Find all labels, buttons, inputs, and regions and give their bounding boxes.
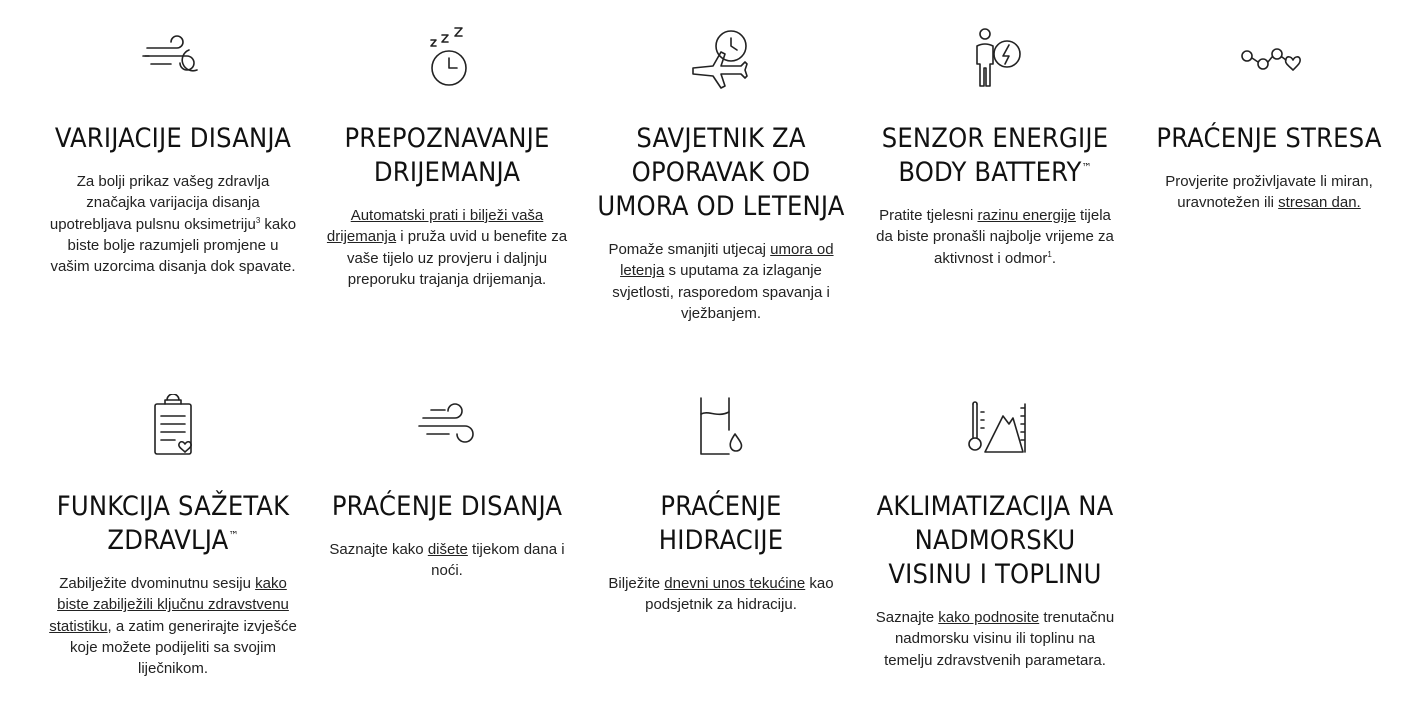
feature-link[interactable]: Automatski prati i bilježi vaša drijemanja [326, 207, 544, 246]
feature-link[interactable]: kako biste zabilježili ključnu zdravstvenu statistiku [49, 575, 289, 635]
feature-jet-lag-advisor [584, 18, 858, 386]
feature-title: PRAĆENJE STRESA [1156, 123, 1382, 154]
features-row-1 [36, 18, 1406, 386]
feature-description [870, 607, 1120, 671]
feature-title: AKLIMATIZACIJA NA NADMORSKU VISINU I TOPLINU [876, 491, 1114, 590]
features-grid [36, 18, 1406, 679]
feature-hydration-tracking [584, 386, 858, 679]
feature-acclimation [858, 386, 1132, 679]
description-text: tijela da biste pronašli najbolje vrijeme za aktivnost i odmor [876, 207, 1114, 267]
feature-description [322, 205, 572, 290]
feature-link[interactable]: umora od letenja [620, 241, 834, 280]
description-text: s uputama za izlaganje svjetlosti, rasporedom spavanja i vježbanjem. [612, 262, 830, 322]
feature-health-snapshot [36, 386, 310, 679]
nap-clock-icon [407, 18, 487, 98]
feature-link[interactable]: razinu energije [977, 207, 1076, 224]
water-glass-icon [681, 386, 761, 466]
feature-title: VARIJACIJE DISANJA [54, 123, 292, 154]
feature-description [596, 573, 846, 616]
description-text: kako biste bolje razumjeli promjene u vašim uzorcima disanja dok spavate. [50, 215, 297, 276]
plane-clock-icon [681, 18, 761, 98]
feature-description [48, 171, 298, 277]
feature-link[interactable]: dnevni unos tekućine [664, 575, 806, 592]
feature-title: FUNKCIJA SAŽETAK ZDRAVLJA™ [56, 491, 290, 556]
feature-link[interactable]: kako podnosite [938, 609, 1040, 626]
mountain-thermometer-icon [955, 386, 1035, 466]
feature-description [322, 539, 572, 582]
description-text: trenutačnu nadmorsku visinu ili toplinu na temelju zdravstvenih parametara. [884, 609, 1115, 669]
footnote-marker: 3 [255, 215, 261, 225]
breath-moon-icon [133, 18, 213, 98]
description-text: tijekom dana i noći. [431, 541, 565, 580]
description-text: Pratite tjelesni [879, 207, 978, 224]
description-text: Zabilježite dvominutnu sesiju [59, 575, 256, 592]
description-text: Provjerite proživljavate li miran, uravnotežen ili [1165, 173, 1373, 212]
stress-graph-heart-icon [1229, 18, 1309, 98]
description-text: . [1051, 249, 1056, 267]
feature-body-battery [858, 18, 1132, 386]
feature-title: SENZOR ENERGIJE BODY BATTERY™ [881, 123, 1109, 188]
feature-stress-tracking [1132, 18, 1406, 386]
features-row-2 [36, 386, 1406, 679]
description-text: Za bolji prikaz vašeg zdravlja značajka varijacija disanja upotrebljava pulsnu oksimetriju [49, 173, 270, 233]
feature-link[interactable]: dišete [427, 541, 468, 558]
description-text: Pomaže smanjiti utjecaj [608, 241, 771, 258]
feature-title: PREPOZNAVANJE DRIJEMANJA [344, 123, 550, 188]
clipboard-heart-icon [133, 386, 213, 466]
footnote-marker: 1 [1047, 249, 1052, 259]
body-battery-icon [955, 18, 1035, 98]
wind-icon [407, 386, 487, 466]
description-text: i pruža uvid u benefite za vaše tijelo uz provjeru i daljnju preporuku trajanja drijemanja. [346, 228, 568, 288]
feature-link[interactable]: stresan dan. [1278, 194, 1361, 212]
feature-respiration-tracking [310, 386, 584, 679]
feature-title: PRAĆENJE HIDRACIJE [658, 491, 784, 556]
description-text: Saznajte [875, 609, 939, 626]
feature-description [1144, 171, 1394, 214]
feature-description [48, 573, 298, 679]
feature-nap-detection [310, 18, 584, 386]
description-text: kao podsjetnik za hidraciju. [645, 575, 834, 614]
description-text: , a zatim generirajte izvješće koje možete podijeliti sa svojim liječnikom. [70, 617, 297, 678]
feature-breathing-variations [36, 18, 310, 386]
feature-title: PRAĆENJE DISANJA [331, 491, 563, 522]
feature-description [596, 239, 846, 324]
description-text: Bilježite [608, 575, 665, 592]
feature-title: SAVJETNIK ZA OPORAVAK OD UMORA OD LETENJA [597, 123, 845, 222]
feature-description [870, 205, 1120, 269]
description-text: Saznajte kako [329, 541, 428, 558]
